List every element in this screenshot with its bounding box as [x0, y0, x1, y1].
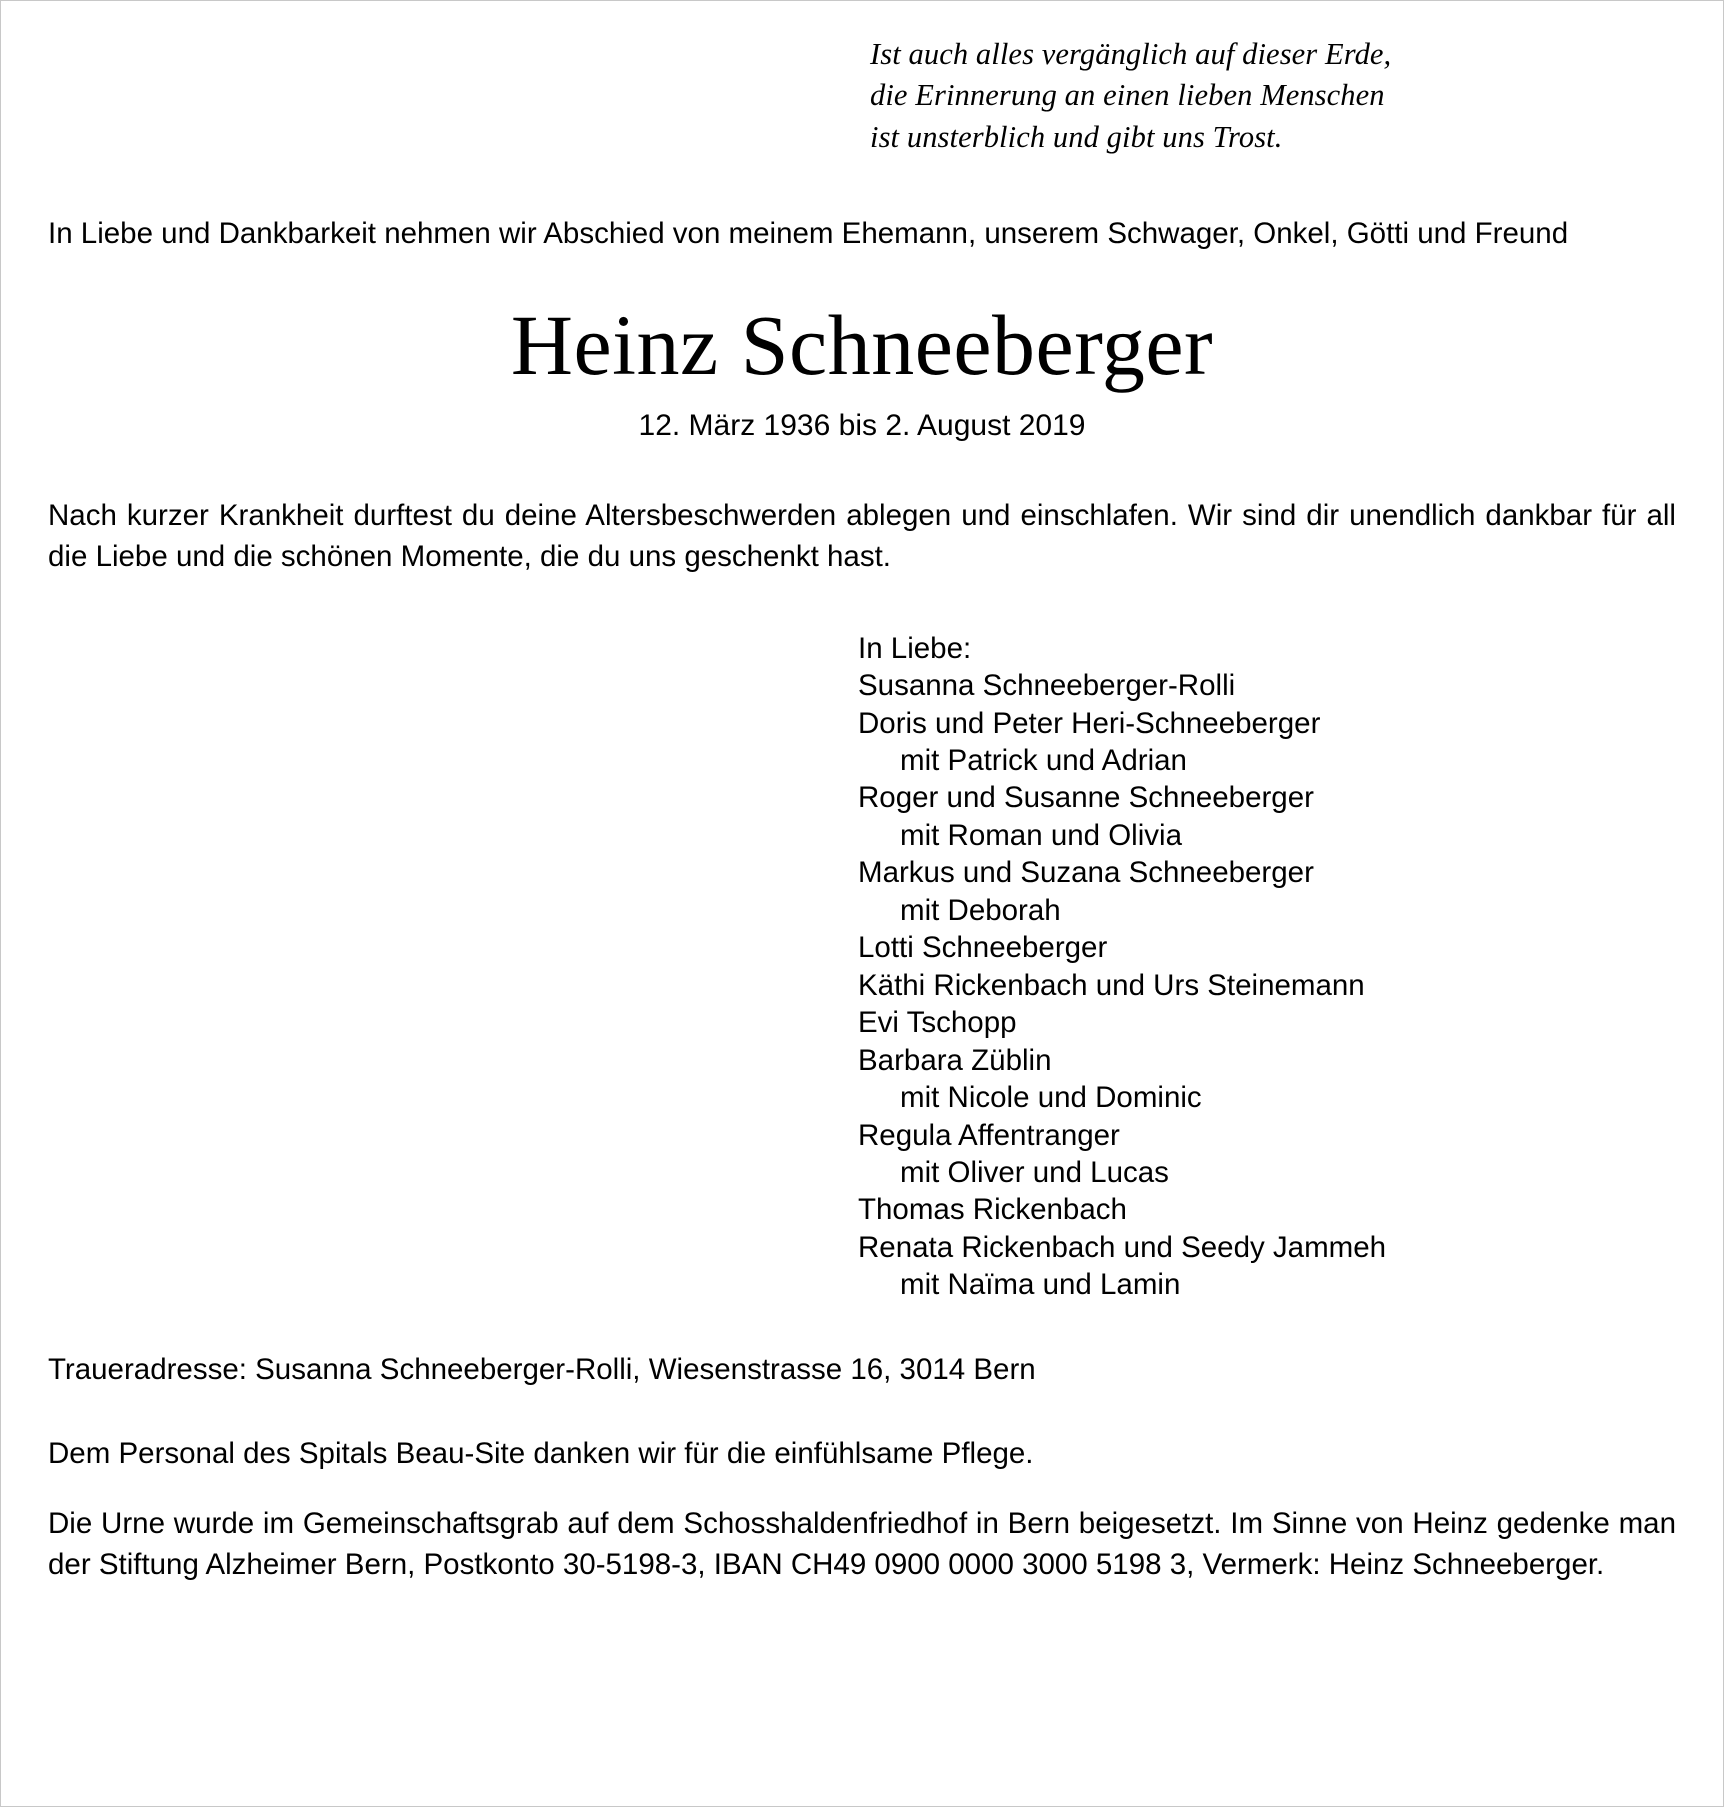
family-member: mit Nicole und Dominic	[900, 1081, 1202, 1115]
family-member: mit Deborah	[900, 893, 1061, 927]
family-member: Markus und Suzana Schneeberger	[858, 856, 1314, 890]
closing-text: Die Urne wurde im Gemeinschaftsgrab auf dem Schosshaldenfriedhof in Bern beigesetzt. Im Sinne von Heinz gedenke man der Stiftung Alzheimer Bern, Postkonto 30-5198-3, IBAN CH49 0900 0000 3000 5198 3, Vermerk: Heinz Schneeberger.	[48, 1507, 1676, 1582]
verse-block	[870, 34, 1676, 158]
family-member: Regula Affentranger	[858, 1118, 1120, 1152]
family-member: Barbara Züblin	[858, 1043, 1052, 1077]
deceased-name: Heinz Schneeberger	[510, 296, 1214, 393]
family-member: Renata Rickenbach und Seedy Jammeh	[858, 1230, 1387, 1264]
intro-text: In Liebe und Dankbarkeit nehmen wir Abschied von meinem Ehemann, unserem Schwager, Onkel, Götti und Freund	[48, 217, 1569, 251]
mourning-address: Traueradresse: Susanna Schneeberger-Rolli, Wiesenstrasse 16, 3014 Bern	[48, 1352, 1036, 1386]
family-member: Lotti Schneeberger	[858, 931, 1108, 965]
family-member: Evi Tschopp	[858, 1006, 1017, 1040]
family-heading: In Liebe:	[858, 631, 972, 665]
family-member: mit Roman und Olivia	[900, 818, 1182, 852]
family-member: Käthi Rickenbach und Urs Steinemann	[858, 968, 1365, 1002]
verse-line-2: die Erinnerung an einen lieben Menschen	[870, 78, 1385, 113]
family-member: Susanna Schneeberger-Rolli	[858, 669, 1236, 703]
family-member: Thomas Rickenbach	[858, 1193, 1127, 1227]
family-member: Roger und Susanne Schneeberger	[858, 781, 1314, 815]
memorial-body-text: Nach kurzer Krankheit durftest du deine Altersbeschwerden ablegen und einschlafen. Wir sind dir unendlich dankbar für all die Liebe und die schönen Momente, die du uns geschenkt hast.	[48, 499, 1676, 574]
life-dates: 12. März 1936 bis 2. August 2019	[638, 409, 1086, 443]
verse-line-1: Ist auch alles vergänglich auf dieser Erde,	[870, 37, 1392, 71]
family-member: Doris und Peter Heri-Schneeberger	[858, 706, 1321, 740]
family-list	[858, 630, 1676, 1304]
verse-line-3: ist unsterblich und gibt uns Trost.	[870, 119, 1283, 154]
family-member: mit Patrick und Adrian	[900, 743, 1187, 777]
family-member: mit Oliver und Lucas	[900, 1155, 1169, 1189]
thanks-text: Dem Personal des Spitals Beau-Site danken wir für die einfühlsame Pflege.	[48, 1437, 1034, 1471]
family-member: mit Naïma und Lamin	[900, 1268, 1181, 1302]
